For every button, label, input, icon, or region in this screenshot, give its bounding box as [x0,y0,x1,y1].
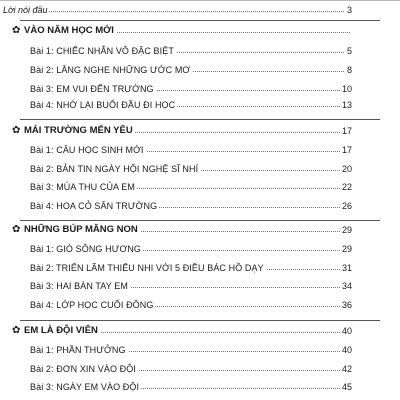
entry-page: 45 [341,382,352,392]
toc-section-3 [0,223,400,241]
toc-entry [0,44,400,62]
entry-page: 36 [341,300,352,310]
entry-page: 22 [341,182,352,192]
intro-label: Lời nói đầu [3,5,48,15]
entry-page: 29 [341,244,352,254]
section-title: VÀO NĂM HỌC MỚI [24,25,114,36]
toc-section-1 [0,24,400,42]
flower-star-icon: ✿ [12,125,21,136]
section-page: 17 [341,126,352,136]
toc-entry [0,343,400,361]
entry-label: Bài 4: NHỚ LẠI BUỔI ĐẦU ĐI HỌC [30,100,176,110]
entry-page: 8 [346,65,352,75]
entry-label: Bài 1: CHIẾC NHẪN VÔ ĐẶC BIỆT [30,46,174,56]
top-divider [0,0,400,1]
section-divider [20,220,380,221]
entry-page: 31 [341,263,352,273]
flower-star-icon: ✿ [12,25,21,36]
toc-entry [0,143,400,161]
flower-star-icon: ✿ [12,224,21,235]
entry-label: Bài 1: PHẦN THƯỞNG [30,345,126,355]
entry-label: Bài 4: HOA CỎ SÂN TRƯỜNG [30,201,158,211]
toc-entry [0,162,400,180]
toc-entry [0,98,400,116]
entry-page: 20 [341,164,352,174]
toc-entry [0,242,400,260]
toc-intro-entry [0,3,400,21]
toc-section-4 [0,324,400,342]
entry-label: Bài 2: LẮNG NGHE NHỮNG ƯỚC MƠ [30,65,191,75]
toc-entry [0,298,400,316]
entry-page: 5 [346,46,352,56]
entry-page: 40 [341,345,352,355]
toc-entry [0,261,400,279]
flower-star-icon: ✿ [12,325,21,336]
toc-entry [0,63,400,81]
entry-label: Bài 2: BẢN TIN NGÀY HỘI NGHỆ SĨ NHÍ [30,164,199,174]
toc-entry [0,180,400,198]
entry-label: Bài 4: LỚP HỌC CUỐI ĐÔNG [30,300,154,310]
section-title: EM LÀ ĐỘI VIÊN [24,325,98,336]
entry-page: 10 [341,84,352,94]
toc-entry [0,380,400,398]
toc-entry [0,199,400,217]
section-page: 40 [341,326,352,336]
entry-label: Bài 2: ĐƠN XIN VÀO ĐỘI [30,364,136,374]
entry-label: Bài 3: HAI BÀN TAY EM [30,281,128,291]
entry-page: 13 [341,100,352,110]
entry-label: Bài 1: CÂU HỌC SINH MỚI [30,145,144,155]
dot-leader [3,11,350,12]
entry-page: 42 [341,364,352,374]
entry-page: 34 [341,281,352,291]
entry-page: 26 [341,201,352,211]
section-divider [20,119,380,120]
entry-label: Bài 3: EM VUI ĐẾN TRƯỜNG [30,84,154,94]
entry-label: Bài 3: MÙA THU CỦA EM [30,182,135,192]
section-divider [20,320,380,321]
toc-section-2 [0,124,400,142]
toc-entry [0,279,400,297]
section-page: 29 [341,225,352,235]
section-title: MÁI TRƯỜNG MẾN YÊU [24,125,133,136]
toc-entry [0,362,400,380]
intro-page: 3 [346,5,352,15]
entry-page: 17 [341,145,352,155]
entry-label: Bài 2: TRIỂN LÃM THIẾU NHI VỚI 5 ĐIỀU BÁC HỒ DẠY [30,263,264,273]
section-title: NHỮNG BÚP MĂNG NON [24,224,138,235]
entry-label: Bài 3: NGÀY EM VÀO ĐỘI [30,382,140,392]
section-divider [20,20,380,21]
entry-label: Bài 1: GIÓ SÔNG HƯƠNG [30,244,142,254]
